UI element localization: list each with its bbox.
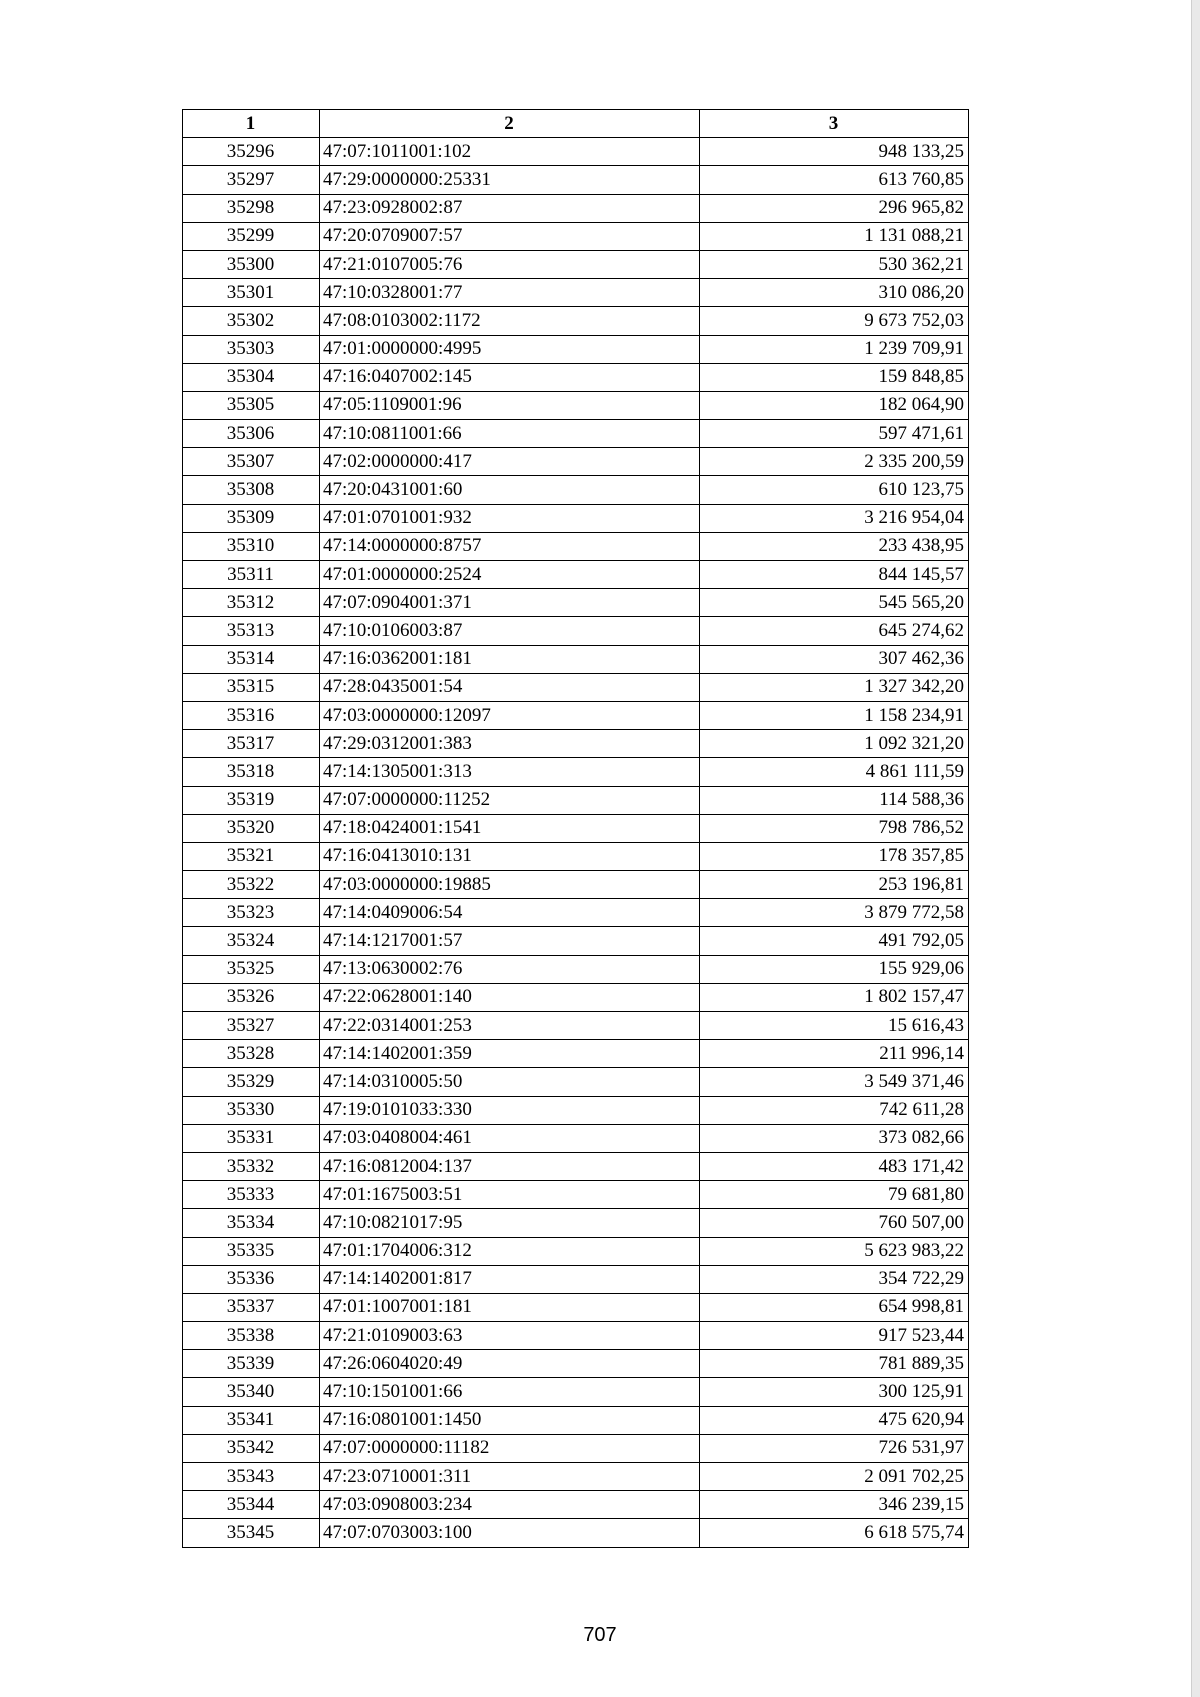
row-number: 35339 [183, 1350, 320, 1378]
table-body [183, 138, 969, 1547]
row-number: 35325 [183, 955, 320, 983]
cadastral-value: 4 861 111,59 [700, 758, 969, 786]
cadastral-number: 47:21:0109003:63 [320, 1322, 700, 1350]
cadastral-number: 47:10:1501001:66 [320, 1378, 700, 1406]
table-row [183, 1237, 969, 1265]
row-number: 35345 [183, 1519, 320, 1547]
row-number: 35322 [183, 871, 320, 899]
table-row [183, 335, 969, 363]
table-row [183, 448, 969, 476]
row-number: 35320 [183, 814, 320, 842]
cadastral-value: 1 802 157,47 [700, 983, 969, 1011]
cadastral-value: 211 996,14 [700, 1040, 969, 1068]
row-number: 35326 [183, 983, 320, 1011]
row-number: 35302 [183, 307, 320, 335]
cadastral-number: 47:28:0435001:54 [320, 673, 700, 701]
row-number: 35307 [183, 448, 320, 476]
table-row [183, 1209, 969, 1237]
cadastral-number: 47:14:1217001:57 [320, 927, 700, 955]
cadastral-value: 3 879 772,58 [700, 899, 969, 927]
cadastral-number: 47:07:0904001:371 [320, 589, 700, 617]
row-number: 35304 [183, 363, 320, 391]
cadastral-value: 654 998,81 [700, 1293, 969, 1321]
cadastral-number: 47:19:0101033:330 [320, 1096, 700, 1124]
row-number: 35315 [183, 673, 320, 701]
table-row [183, 1406, 969, 1434]
cadastral-value: 3 549 371,46 [700, 1068, 969, 1096]
cadastral-value: 300 125,91 [700, 1378, 969, 1406]
cadastral-number: 47:01:0701001:932 [320, 504, 700, 532]
cadastral-number: 47:14:0409006:54 [320, 899, 700, 927]
cadastral-number: 47:22:0628001:140 [320, 983, 700, 1011]
table-row [183, 138, 969, 166]
row-number: 35323 [183, 899, 320, 927]
cadastral-value: 645 274,62 [700, 617, 969, 645]
row-number: 35329 [183, 1068, 320, 1096]
row-number: 35334 [183, 1209, 320, 1237]
table-header [183, 110, 969, 138]
cadastral-number: 47:07:0000000:11252 [320, 786, 700, 814]
cadastral-number: 47:14:1402001:359 [320, 1040, 700, 1068]
table-row [183, 673, 969, 701]
table-row [183, 617, 969, 645]
row-number: 35327 [183, 1012, 320, 1040]
cadastral-value: 726 531,97 [700, 1434, 969, 1462]
cadastral-number: 47:23:0928002:87 [320, 194, 700, 222]
table-row [183, 561, 969, 589]
page-edge [1191, 0, 1200, 1697]
table-row [183, 476, 969, 504]
table-row [183, 927, 969, 955]
table-row [183, 871, 969, 899]
cadastral-number: 47:14:1305001:313 [320, 758, 700, 786]
row-number: 35338 [183, 1322, 320, 1350]
cadastral-value: 545 565,20 [700, 589, 969, 617]
row-number: 35296 [183, 138, 320, 166]
cadastral-number: 47:20:0431001:60 [320, 476, 700, 504]
table-row [183, 1463, 969, 1491]
table-row [183, 955, 969, 983]
cadastral-value: 781 889,35 [700, 1350, 969, 1378]
cadastral-number: 47:10:0328001:77 [320, 279, 700, 307]
cadastral-number: 47:05:1109001:96 [320, 391, 700, 419]
table-row [183, 589, 969, 617]
cadastral-value: 530 362,21 [700, 250, 969, 278]
cadastral-number: 47:03:0908003:234 [320, 1491, 700, 1519]
table-row [183, 391, 969, 419]
cadastral-number: 47:01:1007001:181 [320, 1293, 700, 1321]
cadastral-value: 253 196,81 [700, 871, 969, 899]
row-number: 35300 [183, 250, 320, 278]
cadastral-value: 354 722,29 [700, 1265, 969, 1293]
cadastral-number: 47:03:0000000:12097 [320, 701, 700, 729]
header-col-3: 3 [700, 110, 969, 138]
cadastral-value: 182 064,90 [700, 391, 969, 419]
table-row [183, 194, 969, 222]
cadastral-number: 47:10:0106003:87 [320, 617, 700, 645]
cadastral-number: 47:08:0103002:1172 [320, 307, 700, 335]
cadastral-number: 47:02:0000000:417 [320, 448, 700, 476]
cadastral-value: 5 623 983,22 [700, 1237, 969, 1265]
cadastral-number: 47:22:0314001:253 [320, 1012, 700, 1040]
page-number: 707 [583, 1624, 617, 1646]
cadastral-value: 2 335 200,59 [700, 448, 969, 476]
row-number: 35316 [183, 701, 320, 729]
cadastral-value: 15 616,43 [700, 1012, 969, 1040]
row-number: 35337 [183, 1293, 320, 1321]
row-number: 35318 [183, 758, 320, 786]
table-row [183, 279, 969, 307]
cadastral-number: 47:14:0310005:50 [320, 1068, 700, 1096]
cadastral-number: 47:01:1704006:312 [320, 1237, 700, 1265]
cadastral-value: 307 462,36 [700, 645, 969, 673]
row-number: 35324 [183, 927, 320, 955]
cadastral-value: 1 158 234,91 [700, 701, 969, 729]
table-row [183, 1350, 969, 1378]
table-row [183, 786, 969, 814]
row-number: 35330 [183, 1096, 320, 1124]
table-row [183, 222, 969, 250]
cadastral-number: 47:07:0000000:11182 [320, 1434, 700, 1462]
table-row [183, 1040, 969, 1068]
cadastral-number: 47:14:0000000:8757 [320, 532, 700, 560]
cadastral-value: 79 681,80 [700, 1181, 969, 1209]
cadastral-value: 475 620,94 [700, 1406, 969, 1434]
table-row [183, 1124, 969, 1152]
cadastral-value: 798 786,52 [700, 814, 969, 842]
cadastral-number: 47:23:0710001:311 [320, 1463, 700, 1491]
row-number: 35313 [183, 617, 320, 645]
cadastral-number: 47:01:0000000:4995 [320, 335, 700, 363]
row-number: 35342 [183, 1434, 320, 1462]
row-number: 35319 [183, 786, 320, 814]
cadastral-number: 47:03:0408004:461 [320, 1124, 700, 1152]
cadastral-value: 1 092 321,20 [700, 730, 969, 758]
row-number: 35332 [183, 1152, 320, 1180]
cadastral-value: 346 239,15 [700, 1491, 969, 1519]
table-row [183, 814, 969, 842]
row-number: 35305 [183, 391, 320, 419]
table-row [183, 983, 969, 1011]
cadastral-number: 47:18:0424001:1541 [320, 814, 700, 842]
cadastral-value: 491 792,05 [700, 927, 969, 955]
table-row [183, 1378, 969, 1406]
cadastral-value: 9 673 752,03 [700, 307, 969, 335]
cadastral-value: 760 507,00 [700, 1209, 969, 1237]
cadastral-number: 47:16:0407002:145 [320, 363, 700, 391]
cadastral-number: 47:07:0703003:100 [320, 1519, 700, 1547]
table-row [183, 899, 969, 927]
cadastral-value: 610 123,75 [700, 476, 969, 504]
header-row [183, 110, 969, 138]
table-row [183, 250, 969, 278]
table-row [183, 1152, 969, 1180]
row-number: 35328 [183, 1040, 320, 1068]
row-number: 35312 [183, 589, 320, 617]
row-number: 35306 [183, 420, 320, 448]
cadastral-value: 178 357,85 [700, 842, 969, 870]
row-number: 35301 [183, 279, 320, 307]
table-row [183, 532, 969, 560]
cadastral-value: 373 082,66 [700, 1124, 969, 1152]
header-col-1: 1 [183, 110, 320, 138]
table-row [183, 1265, 969, 1293]
row-number: 35298 [183, 194, 320, 222]
cadastral-number: 47:07:1011001:102 [320, 138, 700, 166]
cadastral-value: 483 171,42 [700, 1152, 969, 1180]
row-number: 35297 [183, 166, 320, 194]
cadastral-value: 613 760,85 [700, 166, 969, 194]
cadastral-value: 1 131 088,21 [700, 222, 969, 250]
cadastral-value: 2 091 702,25 [700, 1463, 969, 1491]
table-row [183, 1293, 969, 1321]
row-number: 35308 [183, 476, 320, 504]
cadastral-value: 917 523,44 [700, 1322, 969, 1350]
row-number: 35299 [183, 222, 320, 250]
row-number: 35341 [183, 1406, 320, 1434]
table-row [183, 842, 969, 870]
table-row [183, 1012, 969, 1040]
row-number: 35311 [183, 561, 320, 589]
cadastral-number: 47:16:0413010:131 [320, 842, 700, 870]
cadastral-value-table [182, 109, 969, 1548]
cadastral-number: 47:16:0362001:181 [320, 645, 700, 673]
cadastral-value: 6 618 575,74 [700, 1519, 969, 1547]
cadastral-value: 1 239 709,91 [700, 335, 969, 363]
table-row [183, 1096, 969, 1124]
cadastral-number: 47:29:0312001:383 [320, 730, 700, 758]
table-row [183, 1322, 969, 1350]
table-row [183, 1068, 969, 1096]
table-row [183, 758, 969, 786]
row-number: 35331 [183, 1124, 320, 1152]
cadastral-number: 47:21:0107005:76 [320, 250, 700, 278]
cadastral-value: 742 611,28 [700, 1096, 969, 1124]
row-number: 35335 [183, 1237, 320, 1265]
table-row [183, 730, 969, 758]
row-number: 35317 [183, 730, 320, 758]
cadastral-number: 47:16:0812004:137 [320, 1152, 700, 1180]
cadastral-number: 47:10:0821017:95 [320, 1209, 700, 1237]
row-number: 35310 [183, 532, 320, 560]
table-row [183, 1181, 969, 1209]
cadastral-value: 296 965,82 [700, 194, 969, 222]
table-row [183, 504, 969, 532]
row-number: 35309 [183, 504, 320, 532]
row-number: 35333 [183, 1181, 320, 1209]
row-number: 35340 [183, 1378, 320, 1406]
cadastral-value: 159 848,85 [700, 363, 969, 391]
cadastral-value: 948 133,25 [700, 138, 969, 166]
table-row [183, 1519, 969, 1547]
table-row [183, 307, 969, 335]
cadastral-number: 47:01:0000000:2524 [320, 561, 700, 589]
row-number: 35303 [183, 335, 320, 363]
row-number: 35343 [183, 1463, 320, 1491]
cadastral-value: 310 086,20 [700, 279, 969, 307]
cadastral-number: 47:10:0811001:66 [320, 420, 700, 448]
cadastral-value: 155 929,06 [700, 955, 969, 983]
table-row [183, 420, 969, 448]
cadastral-number: 47:14:1402001:817 [320, 1265, 700, 1293]
cadastral-value: 233 438,95 [700, 532, 969, 560]
cadastral-number: 47:26:0604020:49 [320, 1350, 700, 1378]
row-number: 35344 [183, 1491, 320, 1519]
row-number: 35314 [183, 645, 320, 673]
cadastral-number: 47:13:0630002:76 [320, 955, 700, 983]
cadastral-number: 47:20:0709007:57 [320, 222, 700, 250]
cadastral-value: 844 145,57 [700, 561, 969, 589]
table-row [183, 1434, 969, 1462]
cadastral-number: 47:29:0000000:25331 [320, 166, 700, 194]
cadastral-value: 597 471,61 [700, 420, 969, 448]
cadastral-number: 47:01:1675003:51 [320, 1181, 700, 1209]
table-row [183, 166, 969, 194]
table-row [183, 1491, 969, 1519]
cadastral-number: 47:16:0801001:1450 [320, 1406, 700, 1434]
table-row [183, 645, 969, 673]
cadastral-number: 47:03:0000000:19885 [320, 871, 700, 899]
cadastral-value: 3 216 954,04 [700, 504, 969, 532]
table-row [183, 363, 969, 391]
cadastral-value: 1 327 342,20 [700, 673, 969, 701]
cadastral-value: 114 588,36 [700, 786, 969, 814]
header-col-2: 2 [320, 110, 700, 138]
row-number: 35321 [183, 842, 320, 870]
table-row [183, 701, 969, 729]
row-number: 35336 [183, 1265, 320, 1293]
